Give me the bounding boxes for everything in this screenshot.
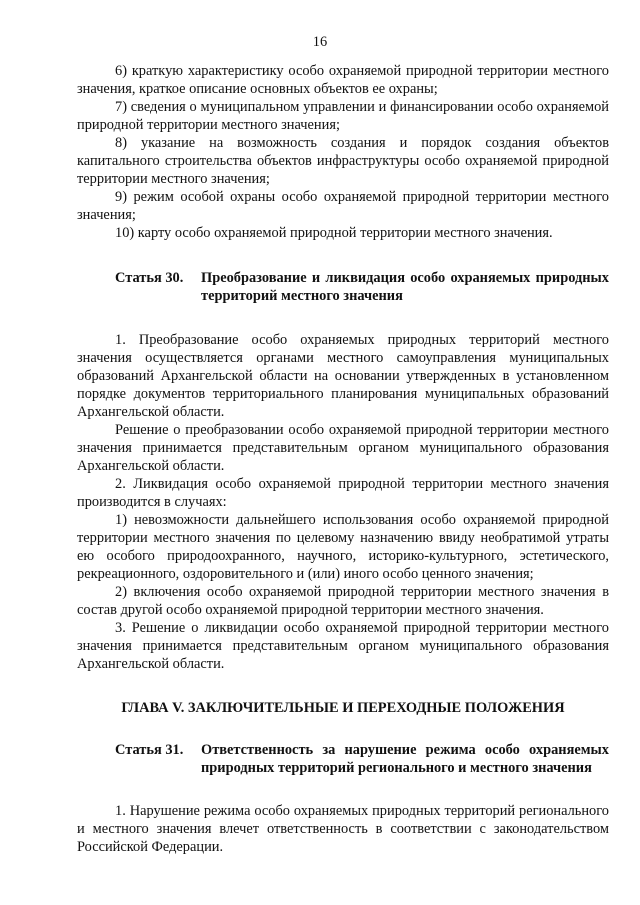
chapter-title: ГЛАВА V. ЗАКЛЮЧИТЕЛЬНЫЕ И ПЕРЕХОДНЫЕ ПОЛОЖЕНИЯ xyxy=(121,700,565,716)
list-item: 9) режим особой охраны особо охраняемой природной территории местного значения; xyxy=(77,189,609,223)
paragraph: 1. Преобразование особо охраняемых природных территорий местного значения осуществляется органами местного самоуправления муниципальных образований Архангельской области на основании утвержденных в установленном порядке документов территориального планирования муниципальных образований Архангельской области. xyxy=(77,332,609,420)
list-item: 7) сведения о муниципальном управлении и финансировании особо охраняемой природной территории местного значения; xyxy=(77,99,609,133)
article-title: Преобразование и ликвидация особо охраняемых природных территорий местного значения xyxy=(201,270,609,304)
paragraph: 3. Решение о ликвидации особо охраняемой природной территории местного значения принимается представительным органом муниципального образования Архангельской области. xyxy=(77,620,609,672)
paragraph: 2) включения особо охраняемой природной территории местного значения в состав другой особо охраняемой природной территории местного значения. xyxy=(77,584,609,618)
paragraph: 2. Ликвидация особо охраняемой природной территории местного значения производится в случаях: xyxy=(77,476,609,510)
paragraph: 1) невозможности дальнейшего использования особо охраняемой природной территории местного значения по целевому назначению ввиду необратимой утраты ею особого природоохранного, научного, историко-культурного, эстетического, рекреационного, оздоровительного и (или) иного особо ценного значения; xyxy=(77,512,609,582)
article-number: Статья 30. xyxy=(115,270,184,286)
list-item: 10) карту особо охраняемой природной территории местного значения. xyxy=(115,225,553,241)
list-item: 8) указание на возможность создания и порядок создания объектов капитального строительства объектов инфраструктуры особо охраняемой природной территории местного значения; xyxy=(77,135,609,187)
document-body xyxy=(77,62,609,856)
article-title: Ответственность за нарушение режима особо охраняемых природных территорий регионального и местного значения xyxy=(201,742,609,776)
article-number: Статья 31. xyxy=(115,742,184,758)
article-30-heading xyxy=(77,269,609,305)
list-item: 6) краткую характеристику особо охраняемой природной территории местного значения, краткое описание основных объектов ее охраны; xyxy=(77,63,609,97)
page-number: 16 xyxy=(312,34,328,50)
paragraph: 1. Нарушение режима особо охраняемых природных территорий регионального и местного значения влечет ответственность в соответствии с законодательством Российской Федерации. xyxy=(77,803,609,855)
paragraph: Решение о преобразовании особо охраняемой природной территории местного значения принимается представительным органом муниципального образования Архангельской области. xyxy=(77,422,609,474)
article-31-heading xyxy=(77,741,609,777)
